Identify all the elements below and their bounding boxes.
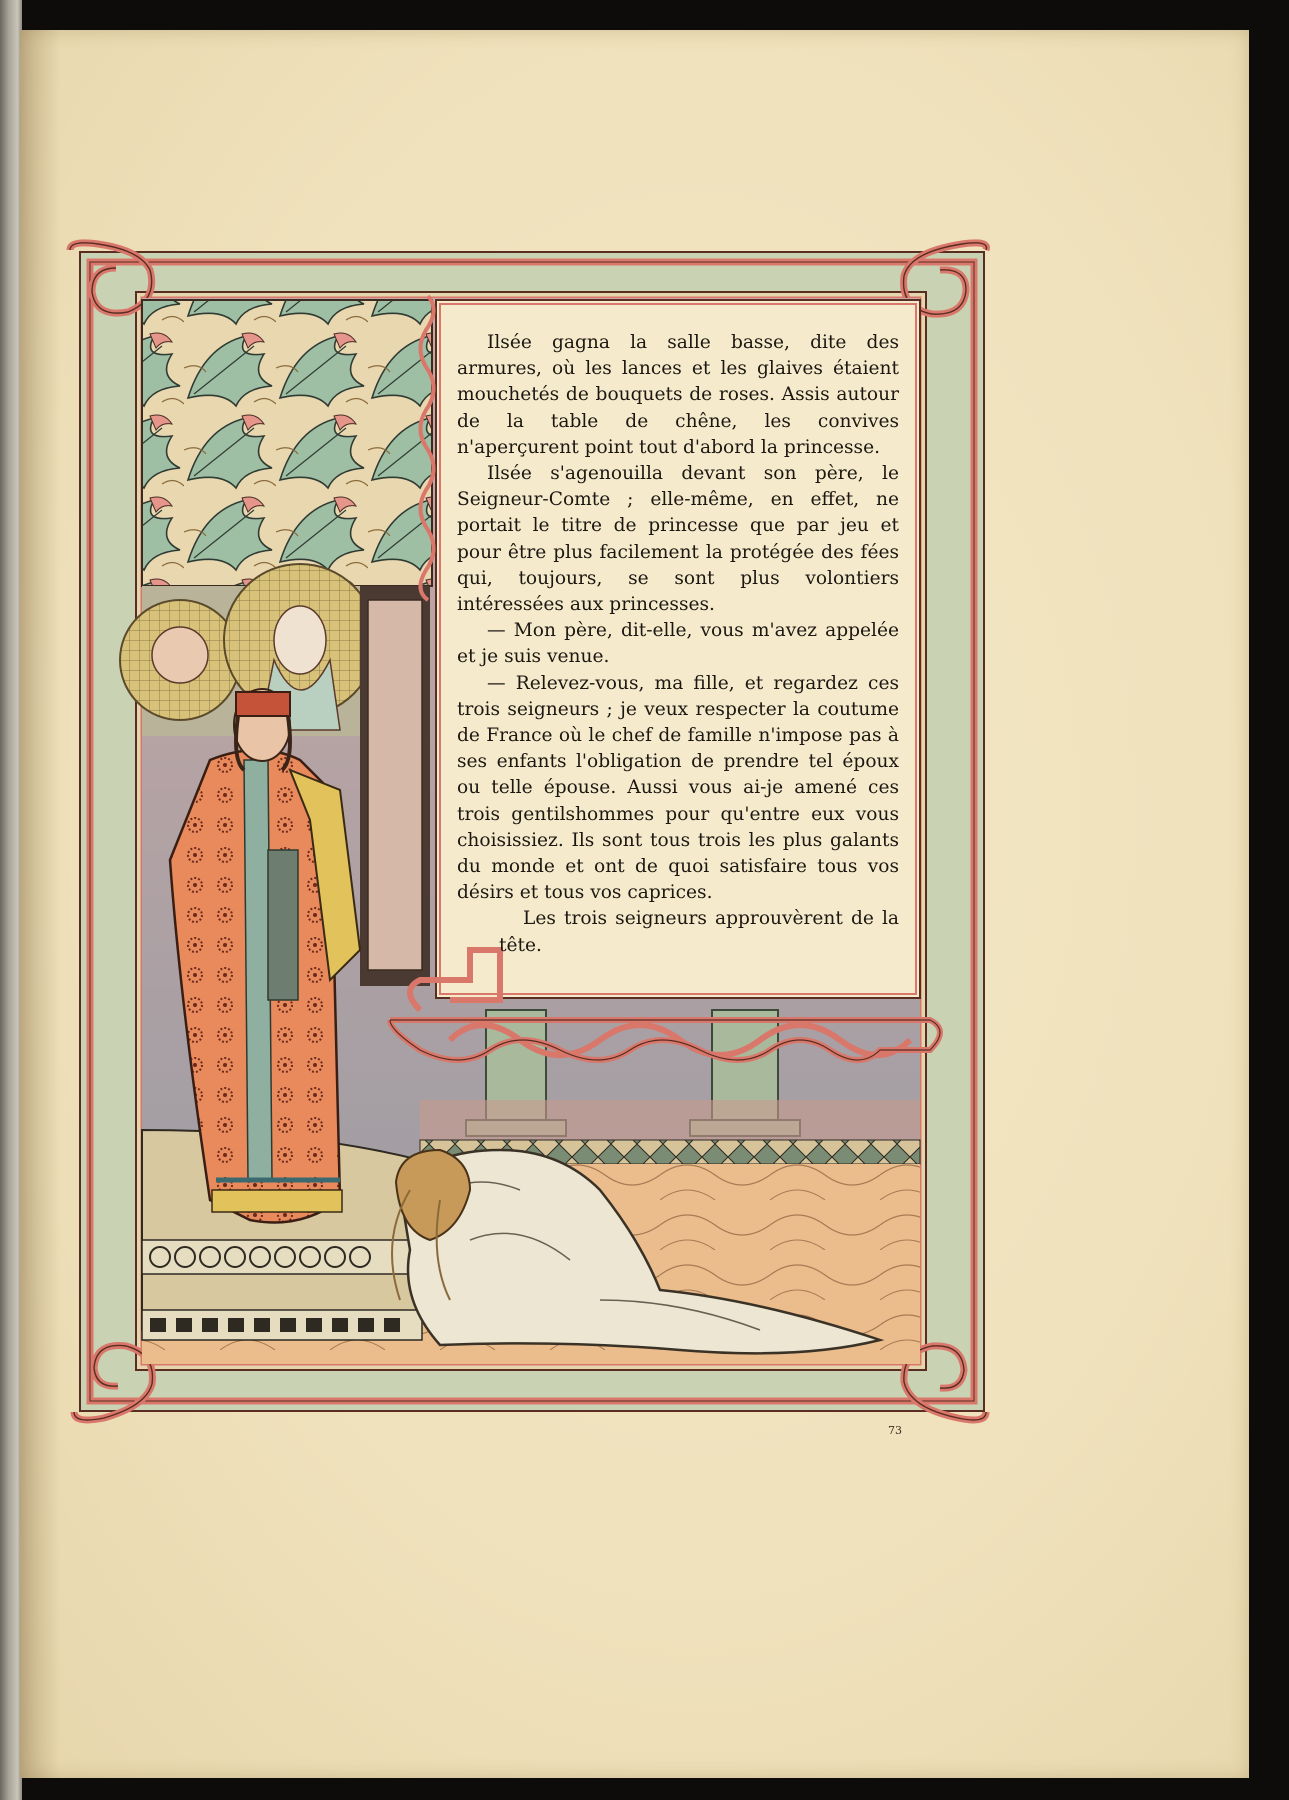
paragraph-4: — Relevez-vous, ma fille, et regardez ces trois seigneurs ; je veux respecter la coutume de France où le chef de famille n'impose pas à ses enfants l'obligation de prendre tel époux ou telle épouse. Aussi vous ai-je amené ces trois gentilshommes pour qu'entre eux vous choisissiez. Ils sont tous trois les plus galants du monde et ont de quoi satisfaire tous vos désirs et tous vos caprices. [457,672,899,904]
paragraph-5: Les trois seigneurs approuvèrent de la tête. [499,908,899,956]
paragraph-2: Ilsée s'agenouilla devant son père, le Seigneur-Comte ; elle-même, en effet, ne portait le titre de princesse que par jeu et pour être plus facilement la protégée des fées qui, toujours, se sont plus volontiers intéressées aux princesses. [457,463,899,616]
paragraph-1: Ilsée gagna la salle basse, dite des armures, où les lances et les glaives étaient mouchetés de bouquets de roses. Assis autour de la table de chêne, les convives n'aperçurent point tout d'abord la princesse. [457,332,899,458]
leaf-pattern-panel [142,300,432,586]
page-number: 73 [888,1424,902,1437]
story-text [443,300,899,980]
paragraph-3: — Mon père, dit-elle, vous m'avez appelée et je suis venue. [457,620,899,668]
